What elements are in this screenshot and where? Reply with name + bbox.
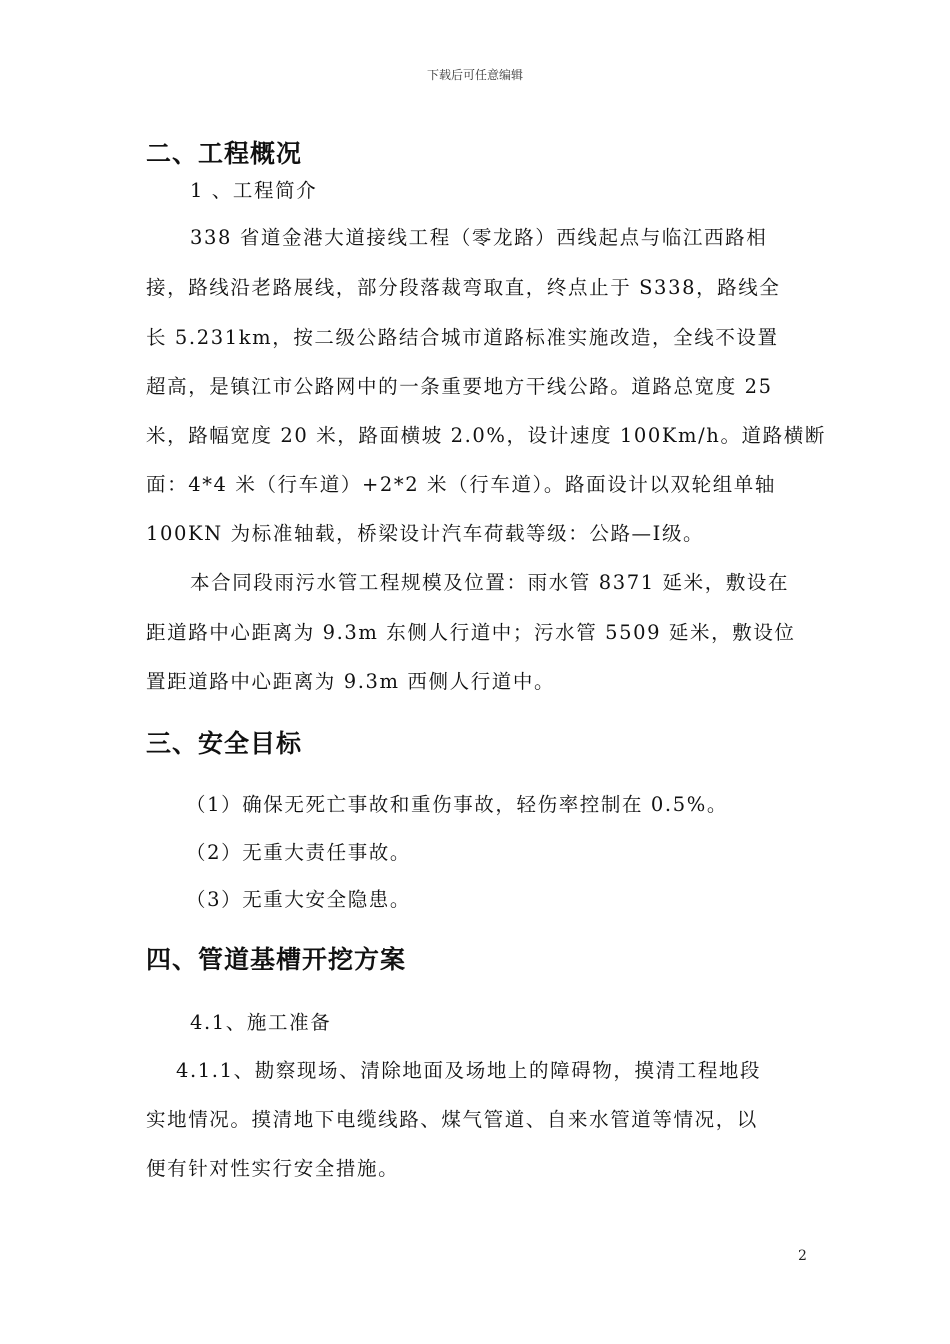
section-4-title: 四、管道基槽开挖方案 — [146, 945, 407, 974]
paragraph-line: 超高，是镇江市公路网中的一条重要地方干线公路。道路总宽度 25 — [146, 375, 773, 398]
header-note: 下载后可任意编辑 — [426, 68, 523, 82]
paragraph-line: 米，路幅宽度 20 米，路面横坡 2.0%，设计速度 100Km/h。道路横断 — [146, 424, 826, 447]
section-4-subheading: 4.1、施工准备 — [190, 1011, 332, 1034]
paragraph-line: 本合同段雨污水管工程规模及位置：雨水管 8371 延米，敷设在 — [190, 571, 790, 594]
section-2-title: 二、工程概况 — [146, 139, 303, 168]
section-3-title: 三、安全目标 — [146, 729, 303, 758]
paragraph-line: 距道路中心距离为 9.3m 东侧人行道中；污水管 5509 延米，敷设位 — [146, 621, 796, 644]
list-item: （1）确保无死亡事故和重伤事故，轻伤率控制在 0.5%。 — [186, 793, 728, 816]
paragraph-line: 接，路线沿老路展线，部分段落裁弯取直，终点止于 S338，路线全 — [146, 276, 781, 299]
list-item: （3）无重大安全隐患。 — [186, 888, 412, 911]
paragraph-line: 置距道路中心距离为 9.3m 西侧人行道中。 — [146, 670, 556, 693]
paragraph-line: 100KN 为标准轴载，桥梁设计汽车荷载等级：公路—Ⅰ级。 — [146, 522, 705, 545]
paragraph-line: 实地情况。摸清地下电缆线路、煤气管道、自来水管道等情况，以 — [146, 1108, 758, 1131]
paragraph-line: 面：4*4 米（行车道）+2*2 米（行车道）。路面设计以双轮组单轴 — [146, 473, 777, 496]
paragraph-line: 338 省道金港大道接线工程（零龙路）西线起点与临江西路相 — [190, 226, 768, 249]
list-item: （2）无重大责任事故。 — [186, 841, 412, 864]
section-2-subheading: 1 、工程简介 — [190, 179, 318, 202]
paragraph-line: 便有针对性实行安全措施。 — [146, 1157, 400, 1180]
page-number: 2 — [798, 1248, 807, 1264]
paragraph-line: 4.1.1、勘察现场、清除地面及场地上的障碍物，摸清工程地段 — [176, 1059, 762, 1082]
paragraph-line: 长 5.231km，按二级公路结合城市道路标准实施改造，全线不设置 — [146, 326, 779, 349]
